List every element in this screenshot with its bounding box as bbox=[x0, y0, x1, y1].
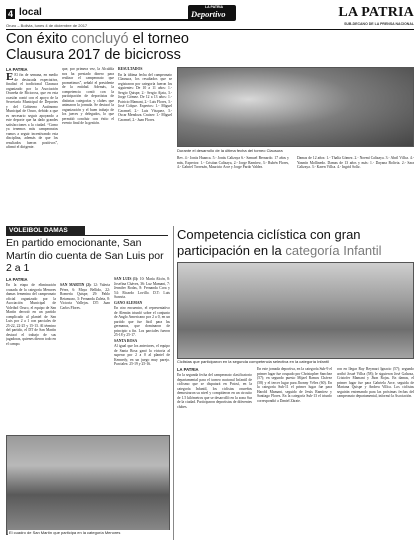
article1-headline bbox=[6, 31, 414, 63]
article2-photo-caption: El cuadro de San Martín que participa en la categoría Menores bbox=[8, 530, 172, 535]
section-underline bbox=[19, 19, 191, 21]
column-divider bbox=[173, 226, 174, 540]
article2-kicker-rule bbox=[6, 235, 168, 236]
article3-col2: En este jornada deportiva, en la categoría Sub-9 el primer lugar fue ocupado por Christopher Sanchez (57); en segundo puesto Mijael Ramos Chávez (58) y el tercer lugar para Jhonny Vélez (60). En la categoría Sub-11 el primer lugar fue para Harold Mamani, seguido de Jesús Ramírez y Santiago Flores. En la categoría Sub-13 el triunfo correspondió a Daniel Zárate. bbox=[257, 367, 332, 403]
article3-headline bbox=[177, 227, 414, 259]
article1-col2: que, por primera vez, la Alcaldía nos ha prestado dinero para realizar el campeonato que prometimos”, señaló el presidente de la entidad. Además, la competencia contó con la participación de deportistas de distintas categorías y clubes que animaron la jornada. Se destacó la organización y el buen trabajo de los jueces y delegados, lo que permitió concluir con éxito el evento final de la gestión. bbox=[62, 67, 114, 125]
article2-col3: SAN LUIS (1): 10: María Alcón, 8: Josefina Chávez, 36: Luz Mamani, 7: Jennifer Rodas, 8: Fernanda Cora y 54: Ricardo Lovillo. D.T: Luis Saravia. GANO ALEMAN En otro encuentro, el representativo de Alemán triunfó sobre el conjunto de Anglo Americano por 2 a 0, en un partido que fue fácil para las germanas, que dominaron de principio a fin. Los parciales fueron 25-18 y 25-17. SANTA ROSA Al igual que los anteriores, el equipo de Santa Rosa ganó la victoria al superar por 2 a 0 al plantel de Kennedy, en un juego muy parejo. Parciales: 25-19 y 25-16. bbox=[114, 277, 170, 366]
article2-col3c-heading: SANTA ROSA bbox=[114, 338, 138, 343]
article1-photo bbox=[177, 67, 414, 147]
article2-col1: En la etapa de eliminación cruzada de la categoría Menores damas femenina del campeonato oficial organizado por la Asociación Municipal de Voleibol Oruro, el equipo de San Martín derrotó en un partido complicado al plantel de San Luis por 2 a 1 con parciales de 25-22, 22-25 y 15-13. Al término del partido, el DT de San Martín destacó el trabajo de sus jugadoras, quienes dieron todo en el campo. bbox=[6, 283, 56, 346]
page-number: 4 bbox=[7, 9, 13, 19]
article2-col3b-heading: GANO ALEMAN bbox=[114, 300, 143, 305]
article3-headline-highlight: categoría Infantil bbox=[285, 243, 382, 258]
article3-col3: ron en llegar Ray Reymari Ignacio (57); segundo arribó Josué Villca (58); le siguieron José Galarza, Cristofer Mamani y Jhon Rojas. En damas, el primer lugar fue para Gabriela Arce, seguida de Mariana Quispe y Andrea Villca. Los ciclistas seguirán entrenando para las próximas fechas del campeonato departamental, informó la Asociación. bbox=[337, 367, 414, 398]
article2-byline: LA PATRIA bbox=[6, 277, 28, 282]
article1-results-heading: RESULTADOS bbox=[118, 67, 143, 71]
article3-photo bbox=[177, 262, 414, 359]
section-label: local bbox=[19, 7, 42, 18]
deportivo-small: LA PATRIA bbox=[205, 5, 224, 9]
article1-headline-post: el torneo bbox=[132, 31, 189, 47]
article2-kicker: VOLEIBOL DAMAS bbox=[6, 226, 85, 235]
article3-col1: En la segunda fecha del campeonato clasificatorio departamental para el torneo nacional Infantil de ciclismo que se disputará en Potosí, en la categoría Infantil, los ciclistas orureños demostraron su nivel y compitieron en un circuito de 1.5 kilómetros que se desarrolló en la zona Sur de la ciudad. Participaron deportistas de diferentes clubes. bbox=[177, 373, 252, 409]
article1-col1: E El fin de semana, en medio de destacada expectativa, finalizó el tradicional Clausura organizado por la Asociación Orureña de Bicicross, que en esta ocasión contó con el apoyo de la Secretaría Municipal de Deportes y del Gobierno Autónomo Municipal de Oruro, debido a que es necesario seguir apoyando a este deporte que ha dado grandes satisfacciones a la ciudad. “Como ya tenemos más campeonatos vamos a seguir incentivando esta disciplina, además de que los resultados fueron positivos”, afirmó el dirigente. bbox=[6, 73, 58, 149]
newspaper-tagline: SUB-DECANO DE LA PRENSA NACIONAL bbox=[344, 22, 414, 26]
article1-col3: RESULTADOS En la última fecha del campeonato Clausura, los resultados que se registraron por categoría fueron los siguientes: De 10 a 11 años: 1.- Sergio Quispe, 2.- Sergio Ajata, 3.- Jorge Gómez. De 12 a 13 años: 1.- Patricio Mamani, 2.- Luis Flores, 3.- José Colque. Expertos: 1.- Miguel Caramel, 2.- Luis Vásquez, 3.- Oscar Mendoza. Cruiser: 1.- Miguel Caramel, 2.- Juan Flores. bbox=[118, 67, 172, 122]
article2-col2: SAN MARTIN (2): 12: Valeria Pérez, 6: Maya Bellido, 22: Romería Quispe, 29: Pablo Retamozo, 3: Fernanda Zuleta, 8: Victoria Vallejos. DT: Juan Carlos Flores. bbox=[60, 283, 110, 310]
article3-byline: LA PATRIA bbox=[177, 367, 199, 372]
article3-headline-line1: Competencia ciclística con gran bbox=[177, 227, 361, 242]
article1-headline-highlight: concluyó bbox=[71, 31, 129, 47]
article2-photo bbox=[6, 435, 170, 535]
newspaper-logo: LA PATRIA bbox=[338, 5, 414, 20]
article1-results-col1: Rev. 4.- Jonás Huanca. 5.- Jonás Calizaya 6.- Samuel Bernardo. 17 años y más, Expertos: 1.- Cristian Calizaya, 2.- Jorge Ramírez, 3.- Rubén Flores, 4.- Gabriel Torrezán, Mauricio Arce y Jorge Pardo Valdez. bbox=[177, 156, 289, 169]
deportivo-main: Deportivo bbox=[191, 9, 226, 19]
article2-col2-heading: SAN MARTIN (2): bbox=[60, 283, 92, 287]
article2-col3-heading: SAN LUIS (1): bbox=[114, 277, 139, 281]
article1-headline-line2: Clausura 2017 de bicicross bbox=[6, 47, 181, 63]
article1-headline-pre: Con éxito bbox=[6, 31, 68, 47]
article1-byline: LA PATRIA bbox=[6, 67, 28, 72]
article3-photo-caption: Ciclistas que participaron en la segunda competencia selectiva en la categoría Infantil bbox=[177, 359, 329, 364]
header-rule bbox=[6, 29, 414, 30]
article1-results-col2: Damas de 12 años: 1.- Thalía Gómez. 2.- Noemí Calizaya. 3.- Abril Villca. 4.- Yasmín Mollinedo. Damas de 13 años y más: 1.- Dayana Bolivia. 2.- Sara Calizaya. 3.- Karen Villca. 4.- Ingrid Solíz. bbox=[297, 156, 414, 169]
dateline: Oruro – Bolivia, lunes 4 de diciembre de 2017 bbox=[6, 23, 88, 28]
article3-headline-line2-pre: participación en la bbox=[177, 243, 282, 258]
article1-dropcap: E bbox=[6, 73, 14, 83]
article1-photo-caption: Durante el desarrollo de la última fecha del torneo Clausura bbox=[177, 148, 283, 153]
article2-headline: En partido emocionante, San Martín dio cuenta de San Luis por 2 a 1 bbox=[6, 237, 164, 274]
